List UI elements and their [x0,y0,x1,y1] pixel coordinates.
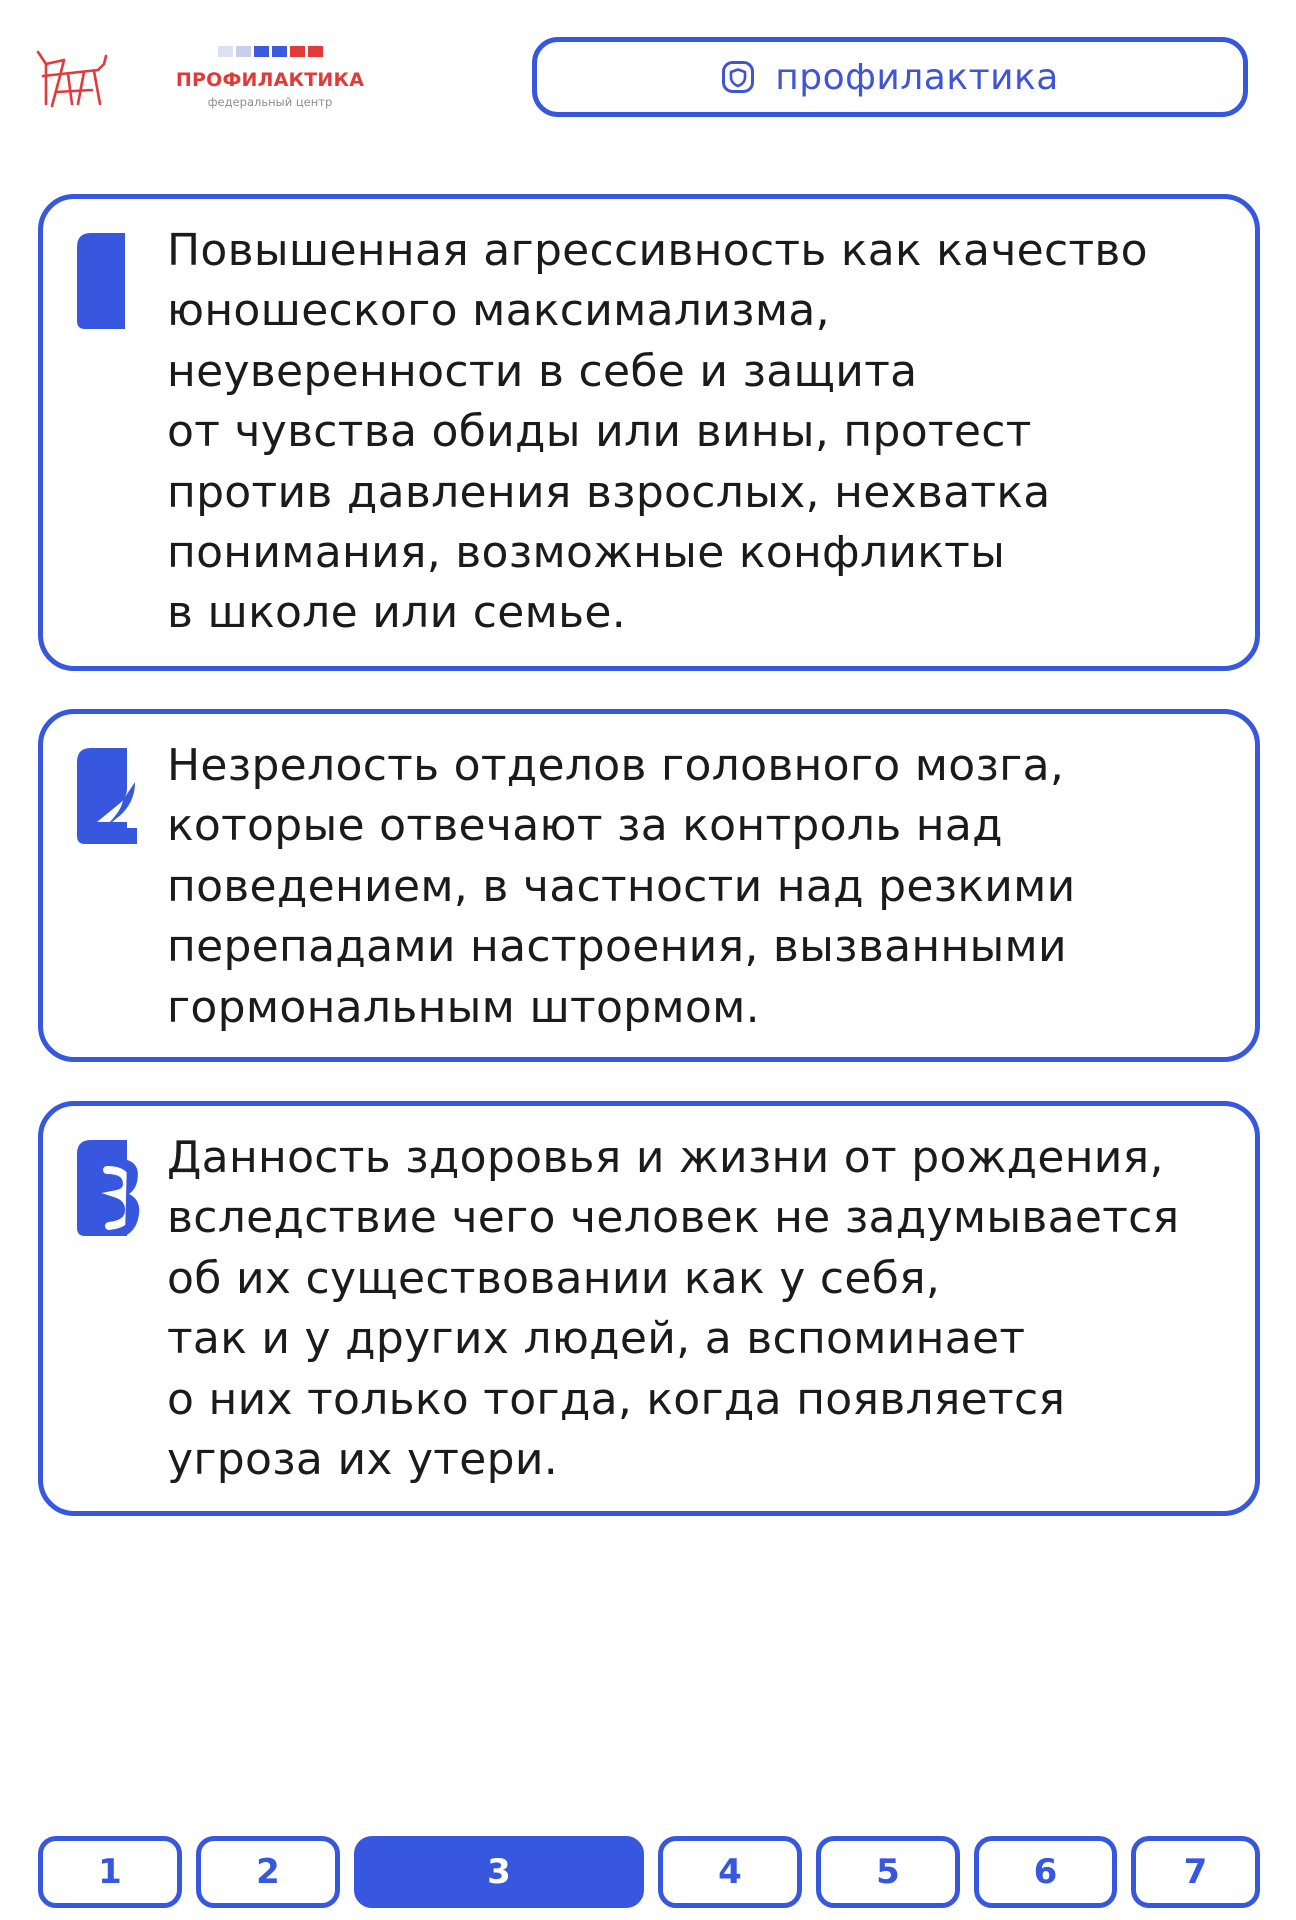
instagram-link-button[interactable] [532,37,1248,117]
reason-text: Незрелость отделов головного мозга, которые отвечают за контроль над поведением, в частности над резкими перепадами настроения, вызванными гормональным штормом. [167,740,1076,1033]
page-button-1[interactable]: 1 [38,1836,182,1908]
flag-stripe [254,46,269,57]
brand-subtitle: федеральный центр [207,95,333,109]
page-button-6[interactable]: 6 [974,1836,1117,1908]
page-button-3[interactable]: 3 [354,1836,644,1908]
number-three-icon [77,1140,141,1236]
brand-flag-stripes [218,46,323,57]
horse-chair-logo-icon [34,46,108,110]
flag-stripe [308,46,323,57]
reason-card [38,1101,1260,1516]
page-button-5[interactable]: 5 [816,1836,960,1908]
page-button-4[interactable]: 4 [658,1836,802,1908]
reason-card [38,709,1260,1062]
instagram-handle: профилактика [775,56,1059,98]
reason-card [38,194,1260,671]
pagination [38,1836,1260,1908]
page-button-2[interactable]: 2 [196,1836,340,1908]
number-two-icon [77,748,141,844]
flag-stripe [272,46,287,57]
flag-stripe [290,46,305,57]
flag-stripe [218,46,233,57]
number-one-icon [77,233,141,329]
page-button-7[interactable]: 7 [1131,1836,1260,1908]
reason-text: Повышенная агрессивность как качество юношеского максимализма, неуверенности в себе и защита от чувства обиды или вины, протест против давления взрослых, нехватка понимания, возможные конфликты в школе или семье. [167,225,1148,639]
instagram-icon [721,60,755,94]
flag-stripe [236,46,251,57]
reason-text: Данность здоровья и жизни от рождения, вследствие чего человек не задумывается об их существовании как у себя, так и у других людей, а вспоминает о них только тогда, когда появляется угроза их утери. [167,1132,1180,1486]
brand-name: ПРОФИЛАКТИКА [175,69,365,91]
brand-logo [164,46,376,112]
